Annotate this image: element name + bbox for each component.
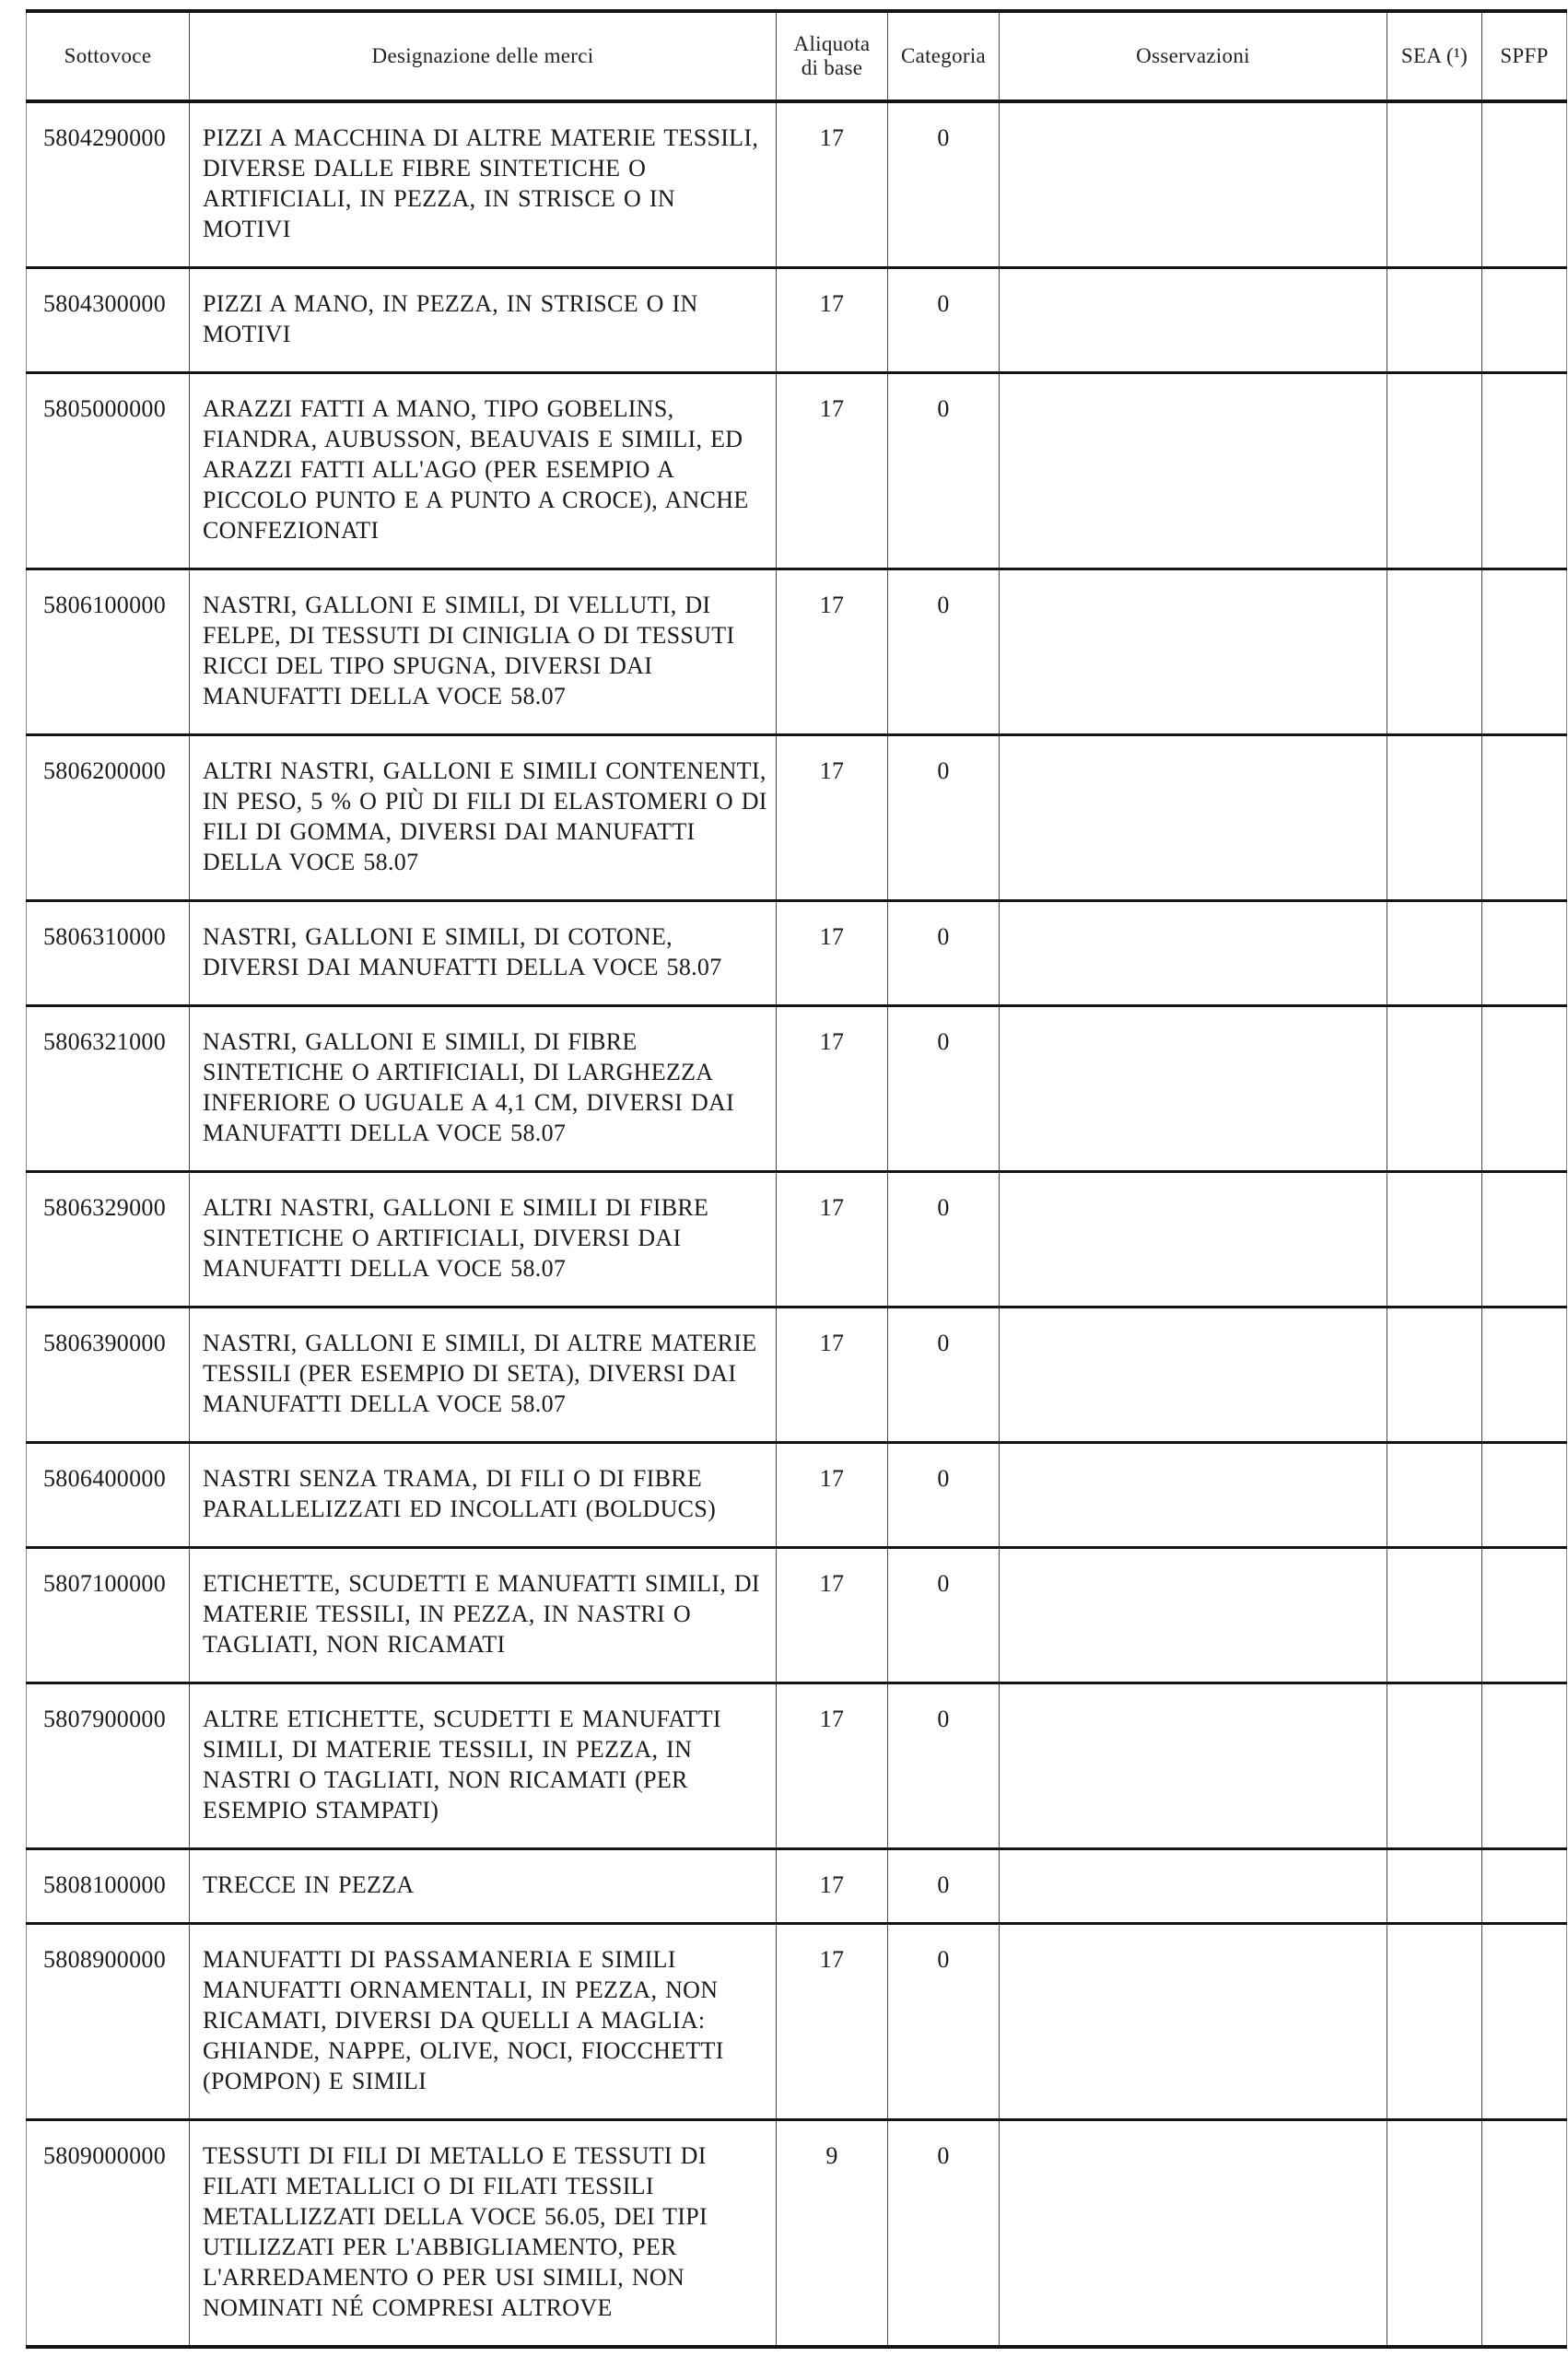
table-row <box>27 1443 1567 1548</box>
row-rate: 17 <box>777 735 888 901</box>
row-code: 5805000000 <box>27 373 190 569</box>
row-rate: 17 <box>777 1548 888 1683</box>
header-sottovoce: Sottovoce <box>27 11 190 101</box>
row-spfp <box>1482 569 1567 735</box>
row-description: NASTRI, GALLONI E SIMILI, DI ALTRE MATERIE TESSILI (PER ESEMPIO DI SETA), DIVERSI DAI MANUFATTI DELLA VOCE 58.07 <box>190 1307 777 1443</box>
row-sea <box>1387 1548 1482 1683</box>
row-rate: 17 <box>777 373 888 569</box>
row-observations <box>1000 101 1387 268</box>
row-rate: 17 <box>777 1307 888 1443</box>
row-category: 0 <box>888 735 1000 901</box>
row-rate: 17 <box>777 1849 888 1924</box>
row-spfp <box>1482 1172 1567 1307</box>
row-code: 5806310000 <box>27 901 190 1006</box>
row-description: NASTRI, GALLONI E SIMILI, DI COTONE, DIVERSI DAI MANUFATTI DELLA VOCE 58.07 <box>190 901 777 1006</box>
table-row <box>27 901 1567 1006</box>
header-sea: SEA (¹) <box>1387 11 1482 101</box>
table-row <box>27 2120 1567 2348</box>
row-spfp <box>1482 268 1567 373</box>
table-row <box>27 268 1567 373</box>
row-sea <box>1387 1307 1482 1443</box>
table-row <box>27 735 1567 901</box>
row-observations <box>1000 1443 1387 1548</box>
table-body <box>27 101 1567 2347</box>
row-description: PIZZI A MACCHINA DI ALTRE MATERIE TESSILI, DIVERSE DALLE FIBRE SINTETICHE O ARTIFICIALI, IN PEZZA, IN STRISCE O IN MOTIVI <box>190 101 777 268</box>
row-category: 0 <box>888 1683 1000 1849</box>
header-spfp: SPFP <box>1482 11 1567 101</box>
row-sea <box>1387 569 1482 735</box>
row-code: 5804300000 <box>27 268 190 373</box>
row-sea <box>1387 1849 1482 1924</box>
row-rate: 17 <box>777 1443 888 1548</box>
row-category: 0 <box>888 901 1000 1006</box>
row-sea <box>1387 101 1482 268</box>
row-category: 0 <box>888 1443 1000 1548</box>
row-spfp <box>1482 1924 1567 2120</box>
row-description: ALTRI NASTRI, GALLONI E SIMILI CONTENENTI, IN PESO, 5 % O PIÙ DI FILI DI ELASTOMERI O DI FILI DI GOMMA, DIVERSI DAI MANUFATTI DELLA VOCE 58.07 <box>190 735 777 901</box>
row-description: ALTRE ETICHETTE, SCUDETTI E MANUFATTI SIMILI, DI MATERIE TESSILI, IN PEZZA, IN NASTRI O TAGLIATI, NON RICAMATI (PER ESEMPIO STAMPATI) <box>190 1683 777 1849</box>
row-observations <box>1000 901 1387 1006</box>
row-description: MANUFATTI DI PASSAMANERIA E SIMILI MANUFATTI ORNAMENTALI, IN PEZZA, NON RICAMATI, DIVERSI DA QUELLI A MAGLIA: GHIANDE, NAPPE, OLIVE, NOCI, FIOCCHETTI (POMPON) E SIMILI <box>190 1924 777 2120</box>
row-sea <box>1387 1443 1482 1548</box>
row-spfp <box>1482 901 1567 1006</box>
row-observations <box>1000 268 1387 373</box>
row-description: TRECCE IN PEZZA <box>190 1849 777 1924</box>
table-row <box>27 1548 1567 1683</box>
row-rate: 17 <box>777 101 888 268</box>
table-row <box>27 569 1567 735</box>
row-category: 0 <box>888 1006 1000 1172</box>
table-row <box>27 1683 1567 1849</box>
document-page <box>0 9 1568 2357</box>
table-row <box>27 1172 1567 1307</box>
row-rate: 17 <box>777 1683 888 1849</box>
row-description: ARAZZI FATTI A MANO, TIPO GOBELINS, FIANDRA, AUBUSSON, BEAUVAIS E SIMILI, ED ARAZZI FATTI ALL'AGO (PER ESEMPIO A PICCOLO PUNTO E A PUNTO A CROCE), ANCHE CONFEZIONATI <box>190 373 777 569</box>
row-spfp <box>1482 1683 1567 1849</box>
row-code: 5804290000 <box>27 101 190 268</box>
row-rate: 17 <box>777 268 888 373</box>
row-sea <box>1387 735 1482 901</box>
row-category: 0 <box>888 1548 1000 1683</box>
row-code: 5809000000 <box>27 2120 190 2348</box>
row-description: NASTRI SENZA TRAMA, DI FILI O DI FIBRE PARALLELIZZATI ED INCOLLATI (BOLDUCS) <box>190 1443 777 1548</box>
row-observations <box>1000 1683 1387 1849</box>
row-category: 0 <box>888 569 1000 735</box>
table-row <box>27 1006 1567 1172</box>
row-code: 5808100000 <box>27 1849 190 1924</box>
row-rate: 17 <box>777 1924 888 2120</box>
row-spfp <box>1482 1849 1567 1924</box>
row-spfp <box>1482 1548 1567 1683</box>
row-category: 0 <box>888 1924 1000 2120</box>
row-spfp <box>1482 2120 1567 2348</box>
row-category: 0 <box>888 2120 1000 2348</box>
row-observations <box>1000 1307 1387 1443</box>
row-description: ETICHETTE, SCUDETTI E MANUFATTI SIMILI, DI MATERIE TESSILI, IN PEZZA, IN NASTRI O TAGLIATI, NON RICAMATI <box>190 1548 777 1683</box>
row-spfp <box>1482 1443 1567 1548</box>
row-sea <box>1387 1006 1482 1172</box>
row-category: 0 <box>888 268 1000 373</box>
row-observations <box>1000 1172 1387 1307</box>
row-rate: 17 <box>777 1006 888 1172</box>
row-spfp <box>1482 101 1567 268</box>
row-code: 5807100000 <box>27 1548 190 1683</box>
row-spfp <box>1482 373 1567 569</box>
row-code: 5806200000 <box>27 735 190 901</box>
row-sea <box>1387 1683 1482 1849</box>
row-sea <box>1387 1172 1482 1307</box>
row-observations <box>1000 569 1387 735</box>
header-categoria: Categoria <box>888 11 1000 101</box>
row-code: 5806321000 <box>27 1006 190 1172</box>
header-row <box>27 11 1567 101</box>
row-sea <box>1387 268 1482 373</box>
table-row <box>27 1307 1567 1443</box>
row-sea <box>1387 1924 1482 2120</box>
tariff-table <box>26 9 1567 2349</box>
row-category: 0 <box>888 101 1000 268</box>
row-code: 5806400000 <box>27 1443 190 1548</box>
row-observations <box>1000 1924 1387 2120</box>
row-observations <box>1000 1849 1387 1924</box>
row-observations <box>1000 373 1387 569</box>
row-category: 0 <box>888 373 1000 569</box>
row-observations <box>1000 735 1387 901</box>
row-rate: 17 <box>777 1172 888 1307</box>
row-code: 5806100000 <box>27 569 190 735</box>
row-rate: 17 <box>777 901 888 1006</box>
row-observations <box>1000 1006 1387 1172</box>
row-category: 0 <box>888 1307 1000 1443</box>
table-row <box>27 373 1567 569</box>
row-observations <box>1000 1548 1387 1683</box>
header-osservazioni: Osservazioni <box>1000 11 1387 101</box>
row-code: 5808900000 <box>27 1924 190 2120</box>
table-row <box>27 1924 1567 2120</box>
row-description: NASTRI, GALLONI E SIMILI, DI VELLUTI, DI FELPE, DI TESSUTI DI CINIGLIA O DI TESSUTI RICCI DEL TIPO SPUGNA, DIVERSI DAI MANUFATTI DELLA VOCE 58.07 <box>190 569 777 735</box>
row-description: ALTRI NASTRI, GALLONI E SIMILI DI FIBRE SINTETICHE O ARTIFICIALI, DIVERSI DAI MANUFATTI DELLA VOCE 58.07 <box>190 1172 777 1307</box>
table-row <box>27 101 1567 268</box>
row-rate: 9 <box>777 2120 888 2348</box>
table-header <box>27 11 1567 101</box>
row-code: 5807900000 <box>27 1683 190 1849</box>
row-category: 0 <box>888 1849 1000 1924</box>
row-spfp <box>1482 1307 1567 1443</box>
row-code: 5806329000 <box>27 1172 190 1307</box>
row-spfp <box>1482 735 1567 901</box>
row-rate: 17 <box>777 569 888 735</box>
row-sea <box>1387 2120 1482 2348</box>
row-spfp <box>1482 1006 1567 1172</box>
row-sea <box>1387 901 1482 1006</box>
header-aliquota: Aliquota di base <box>777 11 888 101</box>
row-description: NASTRI, GALLONI E SIMILI, DI FIBRE SINTETICHE O ARTIFICIALI, DI LARGHEZZA INFERIORE O UGUALE A 4,1 CM, DIVERSI DAI MANUFATTI DELLA VOCE 58.07 <box>190 1006 777 1172</box>
table-row <box>27 1849 1567 1924</box>
row-description: PIZZI A MANO, IN PEZZA, IN STRISCE O IN MOTIVI <box>190 268 777 373</box>
row-observations <box>1000 2120 1387 2348</box>
row-sea <box>1387 373 1482 569</box>
row-code: 5806390000 <box>27 1307 190 1443</box>
row-description: TESSUTI DI FILI DI METALLO E TESSUTI DI FILATI METALLICI O DI FILATI TESSILI METALLIZZATI DELLA VOCE 56.05, DEI TIPI UTILIZZATI PER L'ABBIGLIAMENTO, PER L'ARREDAMENTO O PER USI SIMILI, NON NOMINATI NÉ COMPRESI ALTROVE <box>190 2120 777 2348</box>
header-designazione: Designazione delle merci <box>190 11 777 101</box>
row-category: 0 <box>888 1172 1000 1307</box>
